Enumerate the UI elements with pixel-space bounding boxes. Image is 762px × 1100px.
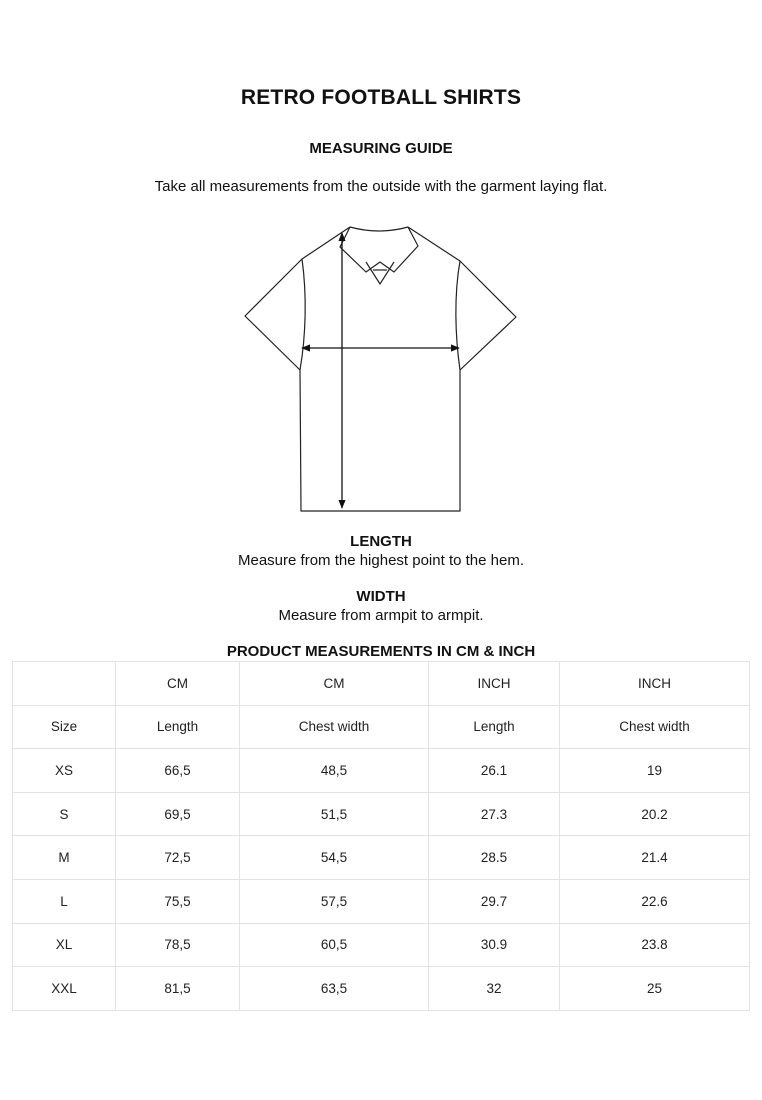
unit-cell: CM [116,662,240,706]
size-cell: XS [13,749,116,793]
page-title: RETRO FOOTBALL SHIRTS [240,86,522,109]
measurements-table [12,661,750,1011]
unit-row [13,662,750,706]
header-cell: Chest width [240,705,429,749]
value-cell: 22.6 [560,879,750,923]
value-cell: 72,5 [116,836,240,880]
table-row [13,923,750,967]
value-cell: 54,5 [240,836,429,880]
value-cell: 60,5 [240,923,429,967]
header-row [13,705,750,749]
size-cell: L [13,879,116,923]
value-cell: 57,5 [240,879,429,923]
value-cell: 28.5 [429,836,560,880]
value-cell: 27.3 [429,792,560,836]
width-instruction [0,587,762,625]
value-cell: 69,5 [116,792,240,836]
value-cell: 81,5 [116,967,240,1011]
size-cell: S [13,792,116,836]
value-cell: 66,5 [116,749,240,793]
header-cell: Size [13,705,116,749]
table-row [13,792,750,836]
header-cell: Length [429,705,560,749]
value-cell: 78,5 [116,923,240,967]
size-cell: M [13,836,116,880]
table-row [13,879,750,923]
value-cell: 32 [429,967,560,1011]
size-cell: XXL [13,967,116,1011]
unit-cell: INCH [560,662,750,706]
table-row [13,836,750,880]
table-row [13,967,750,1011]
header-cell: Length [116,705,240,749]
value-cell: 21.4 [560,836,750,880]
value-cell: 26.1 [429,749,560,793]
unit-cell: CM [240,662,429,706]
width-description: Measure from armpit to armpit. [278,607,484,624]
unit-cell: INCH [429,662,560,706]
shirt-diagram-icon [240,220,522,520]
value-cell: 30.9 [429,923,560,967]
section-subtitle: MEASURING GUIDE [309,140,453,157]
value-cell: 23.8 [560,923,750,967]
header-cell: Chest width [560,705,750,749]
value-cell: 63,5 [240,967,429,1011]
table-row [13,749,750,793]
intro-text: Take all measurements from the outside with the garment laying flat. [154,178,608,195]
width-heading: WIDTH [356,588,406,605]
length-description: Measure from the highest point to the hem. [238,552,524,569]
value-cell: 48,5 [240,749,429,793]
table-title: PRODUCT MEASUREMENTS IN CM & INCH [226,643,536,660]
unit-cell [13,662,116,706]
value-cell: 29.7 [429,879,560,923]
length-heading: LENGTH [350,533,412,550]
length-instruction [0,532,762,570]
size-cell: XL [13,923,116,967]
value-cell: 51,5 [240,792,429,836]
value-cell: 19 [560,749,750,793]
value-cell: 25 [560,967,750,1011]
value-cell: 75,5 [116,879,240,923]
value-cell: 20.2 [560,792,750,836]
